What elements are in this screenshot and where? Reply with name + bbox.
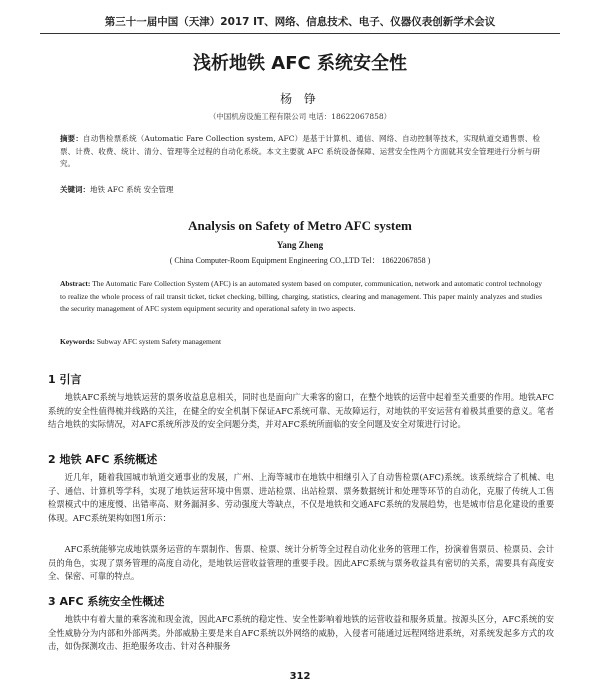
section-heading: 3 AFC 系统安全性概述 xyxy=(48,595,165,608)
header-rule xyxy=(40,33,560,34)
body-paragraph: 地铁中有着大量的乘客流和现金流，因此AFC系统的稳定性、安全性影响着地铁的运营收益和服务质量。按源头区分，AFC系统的安全性威胁分为内部和外部两类。外部威胁主要是来自AFC系统以外网络的威胁，入侵者可能通过远程网络进系统，对系统发起多方式的攻击，如伪探测攻击、拒绝服务攻击、针对各种服务 xyxy=(48,614,554,652)
body-paragraph: AFC系统能够完成地铁票务运营的车票制作、售票、检票、统计分析等全过程自动化业务的管理工作，扮演着售票员、检票员、会计员的角色，实现了票务管理的高度自动化，是地铁运营收益管理的重要手段。因此AFC系统与票务收益具有密切的关系，需要具有高度安全、保密、可靠的特点。 xyxy=(48,544,554,582)
keywords-chinese-label: 关键词： xyxy=(60,185,90,194)
abstract-chinese xyxy=(60,133,540,171)
body-paragraph: 近几年，随着我国城市轨道交通事业的发展，广州、上海等城市在地铁中相继引入了自动售检票(AFC)系统。该系统综合了机械、电子、通信、计算机等学科，实现了地铁运营环境中售票、进站检票、出站检票、票务数据统计和处理等环节的自动化，克服了传统人工售检票模式中的速度慢、出错率高、财务漏洞多、劳动强度大等缺点，不仅是地铁和交通AFC系统的发展趋势，也是城市信息化建设的重要体现。AFC系统架构如图1所示： xyxy=(48,472,554,523)
abstract-english-label: Abstract: xyxy=(60,279,91,288)
keywords-english-text: Subway AFC system Safety management xyxy=(96,337,222,346)
body-paragraph: 地铁AFC系统与地铁运营的票务收益息息相关，同时也是面向广大乘客的窗口，在整个地铁的运营中起着至关重要的作用。地铁AFC系统的安全性值得梳并线路的关注，在健全的安全机制下保证AFC系统可靠、无故障运行，对地铁的平安运营有着极其重要的意义。笔者结合地铁的实际情况，对AFC系统所涉及的安全问题分类，并对AFC系统所面临的安全问题及安全对策进行讨论。 xyxy=(48,392,554,430)
keywords-english xyxy=(60,337,542,346)
author-chinese: 杨 铮 xyxy=(280,92,320,106)
page-number: 312 xyxy=(289,671,311,682)
affiliation-chinese: （中国机房设施工程有限公司 电话：18622067858） xyxy=(208,112,392,121)
author-english: Yang Zheng xyxy=(276,240,324,250)
keywords-chinese-text: 地铁 AFC 系统 安全管理 xyxy=(90,185,174,194)
section-heading: 2 地铁 AFC 系统概述 xyxy=(48,453,158,466)
title-chinese: 浅析地铁 AFC 系统安全性 xyxy=(193,53,407,74)
abstract-english xyxy=(60,278,542,316)
running-header: 第三十一届中国（天津）2017 IT、网络、信息技术、电子、仪器仪表创新学术会议 xyxy=(104,16,496,28)
abstract-chinese-label: 摘要： xyxy=(60,134,84,143)
section-heading: 1 引言 xyxy=(48,373,82,386)
title-english: Analysis on Safety of Metro AFC system xyxy=(188,218,412,233)
affiliation-english: ( China Computer-Room Equipment Engineering CO.,LTD Tel： 18622067858 ) xyxy=(169,256,431,265)
keywords-chinese xyxy=(60,184,540,195)
abstract-english-text: The Automatic Fare Collection System (AFC) is an automated system based on computer, communication, network and automatic control technology to realize the whole process of rail transit ticket, ticket checking, billing, charging, statistics, clearing and management. This paper mainly analyzes and studies the security management of AFC system equipment security and operational safety in two aspects. xyxy=(60,279,542,313)
keywords-english-label: Keywords: xyxy=(60,337,95,346)
abstract-chinese-text: 自动售检票系统（Automatic Fare Collection system, AFC）是基于计算机、通信、网络、自动控制等技术，实现轨道交通售票、检票、计费、收费、统计、清分、管理等全过程的自动化系统。本文主要就 AFC 系统设备保障、运营安全性两个方面就其安全管理进行分析与研究。 xyxy=(60,134,541,168)
